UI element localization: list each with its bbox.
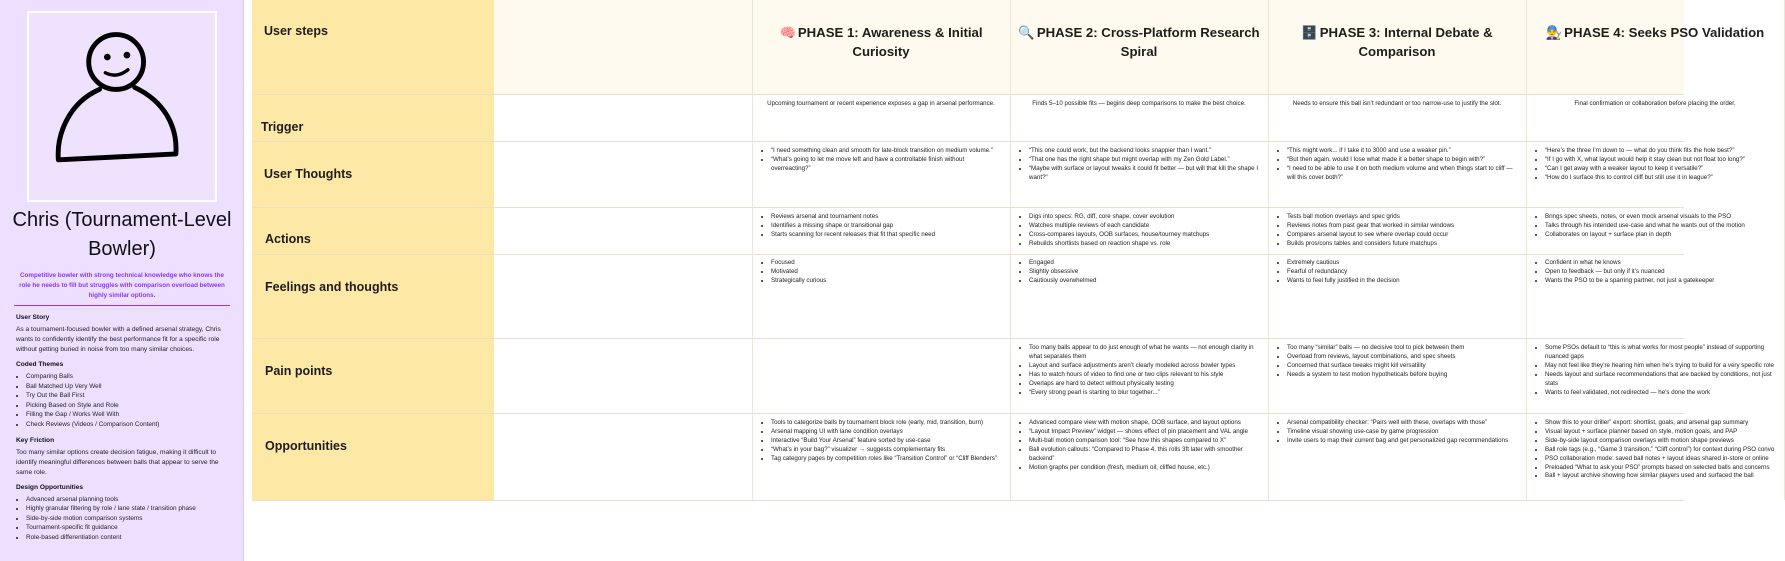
list-item: • “I need something clean and smooth for late-block transition on medium volume.” [771,147,1002,156]
cell-list [1020,419,1260,472]
list-item: • Concerned that surface tweaks might kill versatility [1287,362,1518,371]
list-item: • “But then again, would I lose what made it a better shape to begin with?” [1287,156,1518,165]
list-item: • Layout and surface adjustments aren’t clearly modeled across bowler types [1029,362,1260,371]
list-item: • Ball role tags (e.g., “Game 3 transition,” “Cliff control”) for context during PSO convo [1545,446,1776,455]
list-item: • Reviews notes from past gear that worked in similar windows [1287,222,1518,231]
list-item: • Wants the PSO to be a sparring partner, not just a gatekeeper [1545,277,1776,286]
list-item: • Ball evolution callouts: “Compared to Phase 4, this rolls 3ft later with smoother backend” [1029,446,1260,464]
row-label-cell [252,254,494,338]
list-item: • Fearful of redundancy [1287,268,1518,277]
list-item: • Role-based differentiation content [26,533,230,543]
journey-matrix [252,0,1775,500]
list-item: • “Every strong pearl is starting to blur together...” [1029,389,1260,398]
list-item: • Timeline visual showing use-case by game progression [1287,428,1518,437]
pain-cell [1536,344,1776,397]
list-item: • Visual layout + surface planner based on style, motion goals, and PAP [1545,428,1776,437]
cabinet-icon: 🗄️ [1301,25,1318,40]
thoughts-cell [1020,147,1260,183]
thoughts-cell [1536,147,1776,183]
phase-title-2 [1012,23,1266,61]
cell-list [1278,147,1518,183]
list-item: • Needs layout and surface recommendations that are backed by conditions, not just stats [1545,371,1776,389]
column-divider [1010,0,1011,500]
section-list [16,372,230,430]
row-divider [252,207,1684,208]
actions-cell [1536,213,1776,240]
persona-tagline: Competitive bowler with strong technical knowledge who knows the role he needs to fill but struggles with comparison overload between highly similar options. [19,272,225,299]
thoughts-cell [1278,147,1518,183]
list-item: • Tournament-specific fit guidance [26,523,230,533]
column-divider [1526,0,1527,500]
smiley-figure-sketch-icon [29,13,215,200]
opps-cell [1278,419,1518,446]
list-item: • Ball Matched Up Very Well [26,382,230,392]
list-item: • Highly granular filtering by role / lane state / transition phase [26,504,230,514]
section-text: As a tournament-focused bowler with a defined arsenal strategy, Chris wants to confidently identify the best performance fit for a specific role without getting buried in noise from too many similar choices. [16,326,221,353]
brain-icon: 🧠 [779,25,796,40]
persona-name: Chris (Tournament-Level Bowler) [12,209,232,260]
cell-list [1278,259,1518,286]
list-item: • Slightly obsessive [1029,268,1260,277]
cell-list [1536,213,1776,240]
list-item: • Overload from reviews, layout combinations, and spec sheets [1287,353,1518,362]
list-item: • Strategically curious [771,277,1002,286]
row-divider [252,500,1684,501]
list-item: • Rebuilds shortlists based on reaction shape vs. role [1029,240,1260,249]
actions-cell [1020,213,1260,249]
persona-sections [16,314,230,550]
list-item: • Starts scanning for recent releases that fit that specific need [771,231,1002,240]
list-item: • Cautiously overwhelmed [1029,277,1260,286]
list-item: • Check Reviews (Videos / Comparison Content) [26,420,230,430]
list-item: • “What’s in your bag?” visualizer → suggests complementary fits [771,446,1002,455]
list-item: • Some PSOs default to “this is what works for most people” instead of supporting nuanced gaps [1545,344,1776,362]
trigger-cell: Final confirmation or collaboration before placing the order. [1574,100,1736,107]
thoughts-cell [762,147,1002,174]
list-item: • Comparing Balls [26,372,230,382]
list-item: • Tests ball motion overlays and spec grids [1287,213,1518,222]
list-item: • Interactive “Build Your Arsenal” feature sorted by use-case [771,437,1002,446]
actions-cell [762,213,1002,240]
trigger-cell: Upcoming tournament or recent experience exposes a gap in arsenal performance. [767,100,995,107]
cell-list [1278,213,1518,249]
list-item: • Compares arsenal layout to see where overlap could occur [1287,231,1518,240]
list-item: • “Maybe with surface or layout tweaks it could fit better — but will that kill the shape I want?” [1029,165,1260,183]
row-divider [252,413,1684,414]
phase-title-1 [754,23,1008,61]
cell-list [762,419,1002,464]
row-divider [252,94,1684,95]
phase-title-text: PHASE 4: Seeks PSO Validation [1564,25,1765,40]
feelings-cell [762,259,1002,286]
row-label-opps: Opportunities [265,439,347,453]
list-item: • Cross-compares layouts, OOB surfaces, house/tourney matchups [1029,231,1260,240]
section-text: Too many similar options create decision fatigue, making it difficult to identify meaningful differences between balls that appear to serve the same role. [16,448,219,476]
list-item: • “That one has the right shape but might overlap with my Zen Gold Label.” [1029,156,1260,165]
cell-list [1536,147,1776,183]
avatar [27,11,217,202]
list-item: • Preloaded “What to ask your PSO” prompts based on selected balls and concerns [1545,464,1776,473]
cell-list [1020,213,1260,249]
divider [14,305,230,306]
list-item: • “What’s going to let me move left and have a controllable finish without overreacting?” [771,156,1002,174]
cell-list [1020,147,1260,183]
list-item: • “If I go with X, what layout would help it stay clean but not float too long?” [1545,156,1776,165]
section-heading: Coded Themes [16,361,64,368]
phase-title-3 [1270,23,1524,61]
list-item: • Extremely cautious [1287,259,1518,268]
list-item: • Confident in what he knows [1545,259,1776,268]
list-item: • Brings spec sheets, notes, or even mock arsenal visuals to the PSO [1545,213,1776,222]
row-label-feelings: Feelings and thoughts [265,280,399,294]
row-label-thoughts: User Thoughts [264,167,353,181]
list-item: • Motivated [771,268,1002,277]
list-item: • Watches multiple reviews of each candidate [1029,222,1260,231]
row-label-steps: User steps [264,24,328,38]
technician-icon: 👨‍🔧 [1545,25,1563,40]
list-item: • May not feel like they’re hearing him when he’s trying to build for a very specific role [1545,362,1776,371]
list-item: • Engaged [1029,259,1260,268]
list-item: • Try Out the Ball First [26,391,230,401]
pain-cell [1020,344,1260,397]
list-item: • “How do I surface this to control cliff but still use it in league?” [1545,174,1776,183]
row-divider [252,141,1684,142]
list-item: • Overlaps are hard to detect without physically testing [1029,380,1260,389]
list-item: • Show this to your driller” export: shortlist, goals, and arsenal gap summary [1545,419,1776,428]
list-item: • Reviews arsenal and tournament notes [771,213,1002,222]
cell-list [1278,344,1518,380]
section-heading: User Story [16,314,50,321]
opps-cell [1536,419,1776,481]
list-item: • Ball + layout archive showing how similar players used and surfaced the ball [1545,472,1776,481]
list-item: • “Can I get away with a weaker layout to keep it versatile?” [1545,165,1776,174]
list-item: • “This might work... if I take it to 3000 and use a weaker pin.” [1287,147,1518,156]
phase-title-4 [1528,23,1782,42]
list-item: • Invite users to map their current bag and get personalized gap recommendations [1287,437,1518,446]
list-item: • Motion graphs per condition (fresh, medium oil, cliffed house, etc.) [1029,464,1260,473]
list-item: • Focused [771,259,1002,268]
magnifier-icon: 🔍 [1018,25,1035,40]
list-item: • Wants to feel validated, not redirected — he’s done the work [1545,389,1776,398]
list-item: • Arsenal mapping UI with lane condition overlays [771,428,1002,437]
row-label-cell [252,413,494,500]
list-item: • Needs a system to test motion hypotheticals before buying [1287,371,1518,380]
row-divider [252,338,1684,339]
cell-list [762,259,1002,286]
section-list [16,495,230,543]
phase-title-text: PHASE 2: Cross-Platform Research Spiral [1036,25,1260,59]
cell-list [1278,419,1518,446]
feelings-cell [1278,259,1518,286]
actions-cell [1278,213,1518,249]
trigger-cell: Finds 5–10 possible fits — begins deep comparisons to make the best choice. [1032,100,1246,107]
opps-cell [762,419,1002,464]
row-divider [252,254,1684,255]
cell-list [1020,259,1260,286]
row-label-pain: Pain points [265,364,333,378]
list-item: • Open to feedback — but only if it’s nuanced [1545,268,1776,277]
row-label-cell [252,207,494,254]
pain-cell [1278,344,1518,380]
phase-title-text: PHASE 1: Awareness & Initial Curiosity [797,25,983,59]
row-label-actions: Actions [265,232,311,246]
list-item: • Builds pros/cons tables and considers future matchups [1287,240,1518,249]
list-item: • Too many “similar” balls — no decisive tool to pick between them [1287,344,1518,353]
row-label-trigger: Trigger [261,120,304,134]
row-label-cell [252,0,494,94]
feelings-cell [1536,259,1776,286]
trigger-cell: Needs to ensure this ball isn’t redundant or too narrow-use to justify the slot. [1292,100,1502,107]
persona-sidebar [0,0,244,561]
list-item: • Side-by-side motion comparison systems [26,514,230,524]
list-item: • Wants to feel fully justified in the decision [1287,277,1518,286]
cell-list [1536,259,1776,286]
list-item: • Tag category pages by competition roles like “Transition Control” or “Cliff Blenders” [771,455,1002,464]
section-heading: Design Opportunities [16,483,84,491]
section-heading: Key Friction [16,436,55,444]
phase-title-text: PHASE 3: Internal Debate & Comparison [1319,25,1493,59]
list-item: • Tools to categorize balls by tournament block role (early, mid, transition, burn) [771,419,1002,428]
list-item: • Filling the Gap / Works Well With [26,410,230,420]
opps-cell [1020,419,1260,472]
list-item: • Too many balls appear to do just enough of what he wants — not enough clarity in what separates them [1029,344,1260,362]
cell-list [1536,344,1776,397]
list-item: • Collaborates on layout + surface plan in depth [1545,231,1776,240]
list-item: • Identifies a missing shape or transitional gap [771,222,1002,231]
feelings-cell [1020,259,1260,286]
list-item: • “Layout Impact Preview” widget — shows effect of pin placement and VAL angle [1029,428,1260,437]
column-divider [752,0,753,500]
list-item: • Picking Based on Style and Role [26,401,230,411]
list-item: • Digs into specs: RG, diff, core shape, cover evolution [1029,213,1260,222]
list-item: • Talks through his intended use-case and what he wants out of the motion [1545,222,1776,231]
cell-list [762,147,1002,174]
list-item: • Multi-ball motion comparison tool: “See how this shapes compared to X” [1029,437,1260,446]
column-divider [1268,0,1269,500]
list-item: • Arsenal compatibility checker: “Pairs well with these, overlaps with those” [1287,419,1518,428]
cell-list [762,213,1002,240]
cell-list [1020,344,1260,397]
list-item: • Has to watch hours of video to find one or two clips relevant to his style [1029,371,1260,380]
list-item: • “This one could work, but the backend looks snappier than I want.” [1029,147,1260,156]
list-item: • Advanced compare view with motion shape, OOB surface, and layout options [1029,419,1260,428]
list-item: • Side-by-side layout comparison overlays with motion shape previews [1545,437,1776,446]
list-item: • Advanced arsenal planning tools [26,495,230,505]
cell-list [1536,419,1776,481]
list-item: • “I need to be able to use it on both medium volume and when things start to cliff — will this cover both?” [1287,165,1518,183]
list-item: • “Here’s the three I’m down to — what do you think fits the hole best?” [1545,147,1776,156]
list-item: • PSO collaboration mode: saved ball notes + layout ideas shared in-store or online [1545,455,1776,464]
